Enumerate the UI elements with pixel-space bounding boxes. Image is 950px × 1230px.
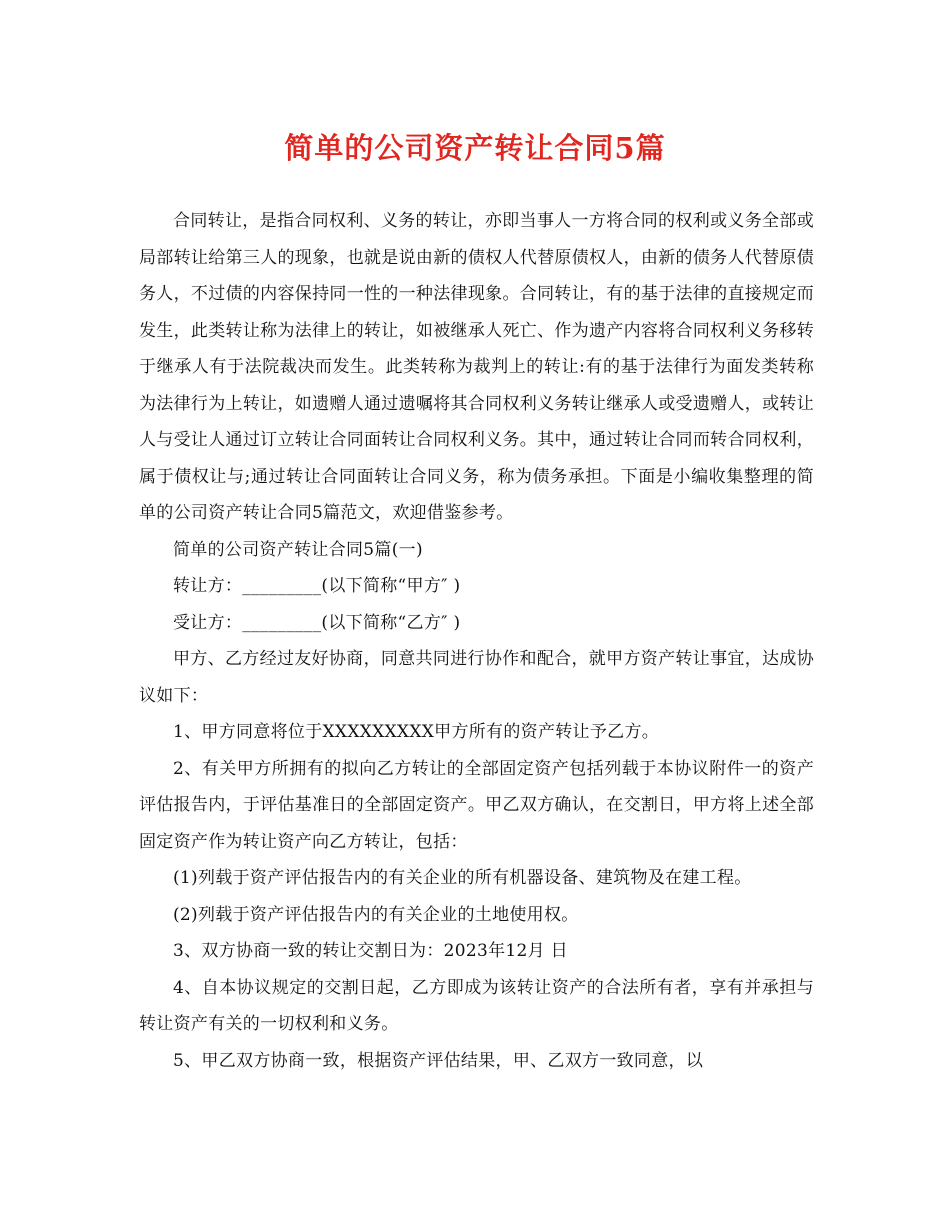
party-a-suffix: (以下简称“甲方″ ) [321,576,461,596]
document-title: 简单的公司资产转让合同5篇 [284,131,666,165]
document-body [139,203,814,1079]
section-heading: 简单的公司资产转让合同5篇(一) [173,539,423,560]
party-a-blank: _________ [242,576,322,596]
clause-2-item-2: (2)列载于资产评估报告内的有关企业的土地使用权。 [173,904,579,925]
party-a-line [139,568,814,605]
clause-3: 3、双方协商一致的转让交割日为：2023年12月 日 [173,941,568,961]
party-b-label: 受让方： [173,612,243,633]
party-b-blank: _________ [242,612,322,633]
intro-paragraph: 合同转让，是指合同权利、义务的转让，亦即当事人一方将合同的权利或义务全部或局部转让给第三人的现象，也就是说由新的债权人代替原债权人，由新的债务人代替原债务人，不过债的内容保持同一性的一种法律现象。合同转让，有的基于法律的直接规定而发生，此类转让称为法律上的转让，如被继承人死亡、作为遗产内容将合同权利义务移转于继承人有于法院裁决而发生。此类转称为裁判上的转让:有的基于法律行为面发类转称为法律行为上转让，如遗赠人通过遗嘱将其合同权利义务转让继承人或受遗赠人，或转让人与受让人通过订立转让合同面转让合同权利义务。其中，通过转让合同而转合同权利，属于债权让与;通过转让合同面转让合同义务，称为债务承担。下面是小编收集整理的简单的公司资产转让合同5篇范文，欢迎借鉴参考。 [139,211,814,523]
party-b-line [139,605,814,642]
party-b-suffix: (以下简称“乙方″ ) [321,612,461,633]
clause-2: 2、有关甲方所拥有的拟向乙方转让的全部固定资产包括列载于本协议附件一的资产评估报告内，于评估基准日的全部固定资产。甲乙双方确认，在交割日，甲方将上述全部固定资产作为转让资产向乙方转让，包括： [139,758,814,852]
clause-4: 4、自本协议规定的交割日起，乙方即成为该转让资产的合法所有者，享有并承担与转让资产有关的一切权利和义务。 [139,977,814,1034]
agreement-intro: 甲方、乙方经过友好协商，同意共同进行协作和配合，就甲方资产转让事宜，达成协议如下： [139,649,814,706]
clause-1: 1、甲方同意将位于XXXXXXXXX甲方所有的资产转让予乙方。 [173,722,660,742]
clause-5: 5、甲乙双方协商一致，根据资产评估结果，甲、乙双方一致同意，以 [173,1050,704,1071]
party-a-label: 转让方： [173,576,243,596]
clause-2-item-1: (1)列载于资产评估报告内的有关企业的所有机器设备、建筑物及在建工程。 [173,868,752,888]
